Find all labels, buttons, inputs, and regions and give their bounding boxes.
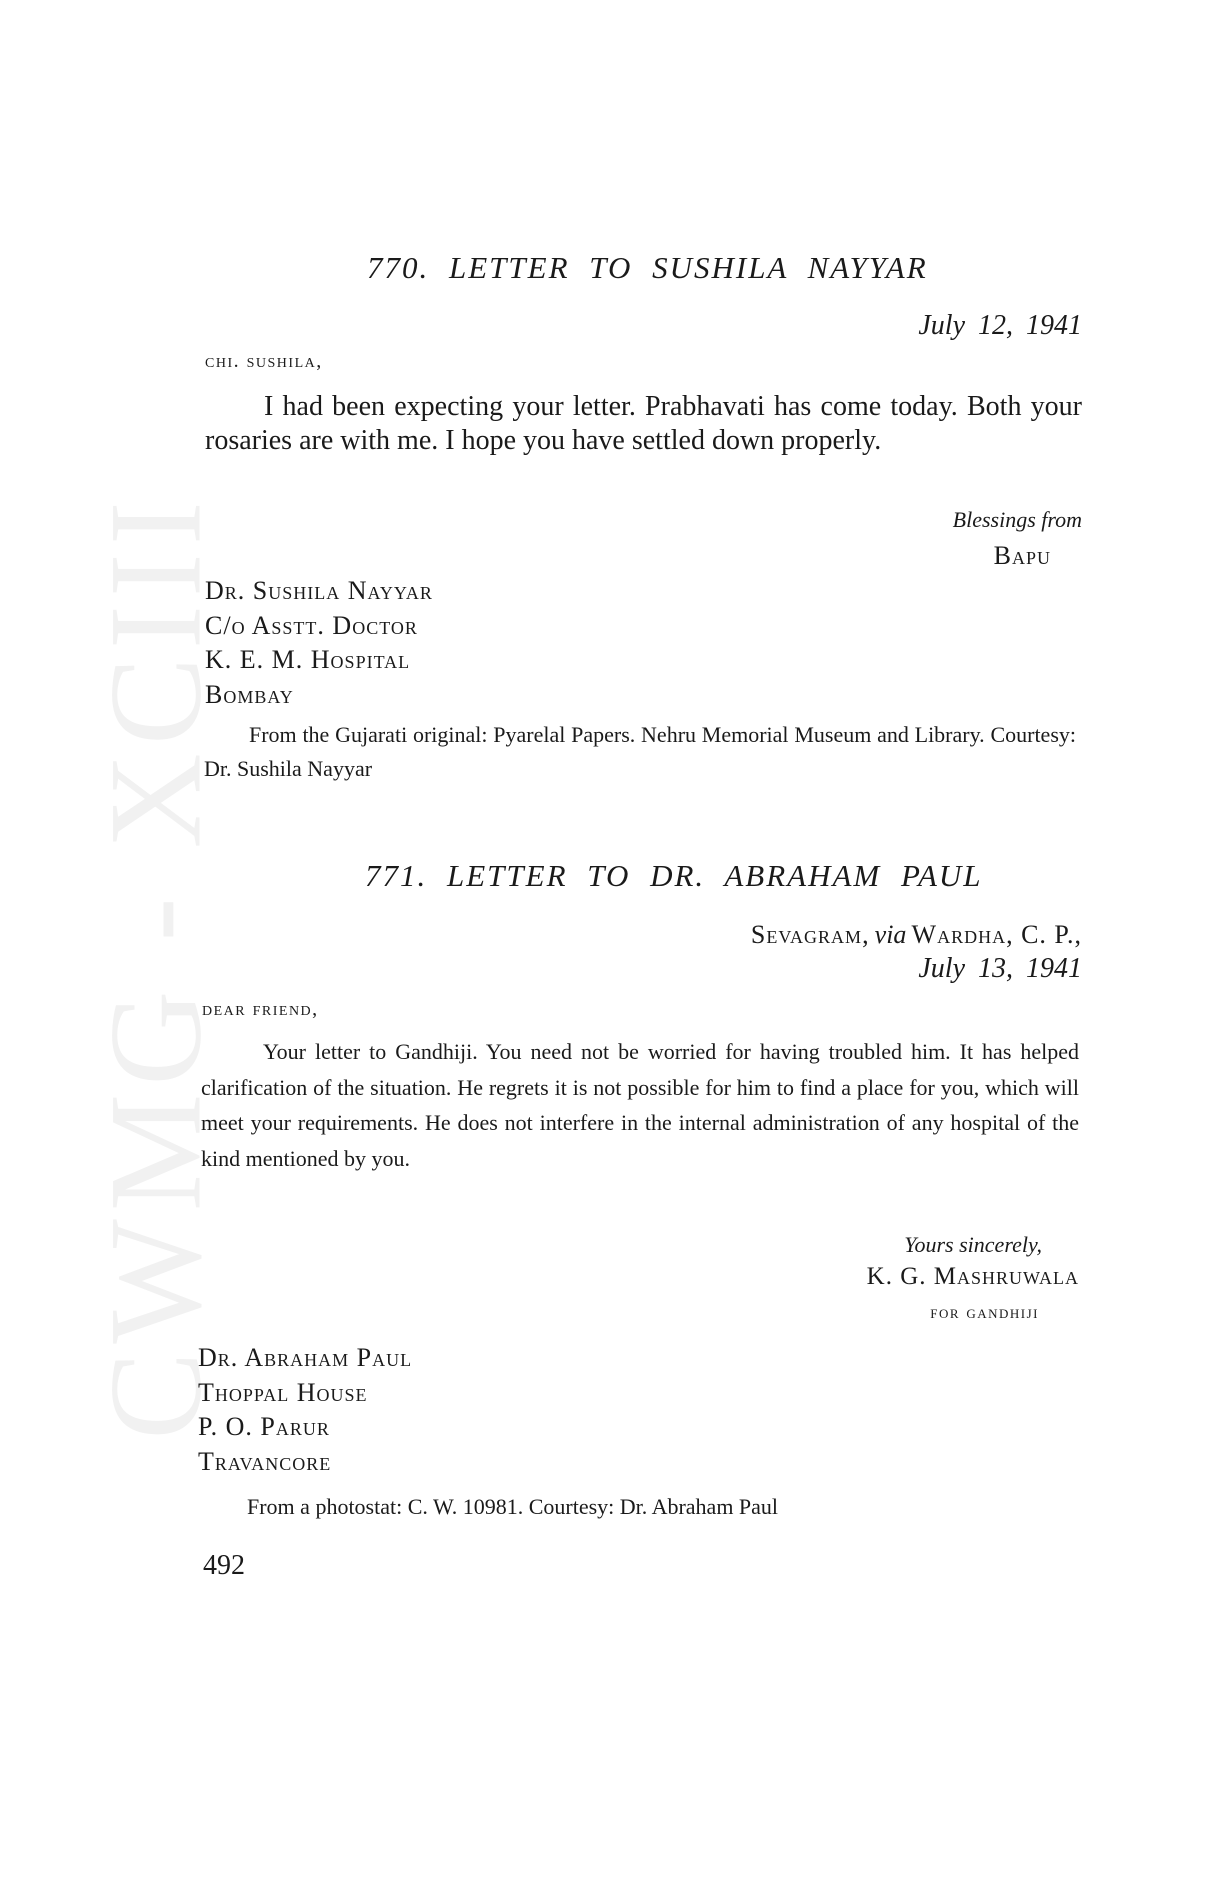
letter-771-signature: K. G. Mashruwala bbox=[866, 1263, 1079, 1290]
address-line: P. O. Parur bbox=[198, 1412, 330, 1441]
address-line: Bombay bbox=[205, 679, 294, 709]
letter-770-address bbox=[205, 574, 433, 712]
letter-771-salutation: dear friend, bbox=[202, 998, 319, 1020]
place-via: via bbox=[874, 920, 907, 949]
letter-771-signature-note: for gandhiji bbox=[930, 1302, 1039, 1323]
letter-771-closing: Yours sincerely, bbox=[904, 1232, 1042, 1257]
letter-770-source: From the Gujarati original: Pyarelal Papers. Nehru Memorial Museum and Library. Courtesy: Dr. Sushila Nayyar bbox=[204, 722, 1076, 781]
letter-770-heading: 770. LETTER TO SUSHILA NAYYAR bbox=[367, 250, 928, 285]
page-number: 492 bbox=[203, 1550, 245, 1581]
letter-771-body: Your letter to Gandhiji. You need not be worried for having troubled him. It has helped clarification of the situation. He regrets it is not possible for him to find a place for you, which will meet your requirements. He does not interfere in the internal administration of any hospital of the kind mentioned by you. bbox=[201, 1039, 1079, 1171]
place-sevagram: Sevagram, bbox=[750, 920, 870, 949]
address-line: Dr. Sushila Nayyar bbox=[205, 576, 433, 605]
address-line: C/o Asstt. Doctor bbox=[205, 610, 418, 640]
letter-770-body: I had been expecting your letter. Prabhavati has come today. Both your rosaries are with me. I hope you have settled down properly. bbox=[205, 391, 1082, 456]
cwmg-watermark: CWMG - XCIII bbox=[81, 493, 229, 1440]
address-line: K. E. M. Hospital bbox=[205, 645, 411, 674]
address-line: Travancore bbox=[198, 1446, 332, 1476]
letter-771-source: From a photostat: C. W. 10981. Courtesy: Dr. Abraham Paul bbox=[247, 1494, 779, 1519]
address-line: Dr. Abraham Paul bbox=[198, 1343, 413, 1372]
letter-770-salutation: chi. sushila, bbox=[205, 350, 323, 372]
address-line: Thoppal House bbox=[198, 1377, 368, 1407]
letter-771-date: July 13, 1941 bbox=[918, 953, 1082, 984]
letter-771-heading: 771. LETTER TO DR. ABRAHAM PAUL bbox=[365, 858, 983, 893]
letter-770-closing: Blessings from bbox=[952, 507, 1082, 532]
letter-771-place bbox=[751, 920, 1082, 950]
letter-770-date: July 12, 1941 bbox=[918, 310, 1082, 341]
letter-771-address bbox=[198, 1341, 412, 1479]
letter-770-signature: Bapu bbox=[993, 541, 1051, 570]
place-wardha: Wardha, C. P., bbox=[911, 920, 1082, 949]
